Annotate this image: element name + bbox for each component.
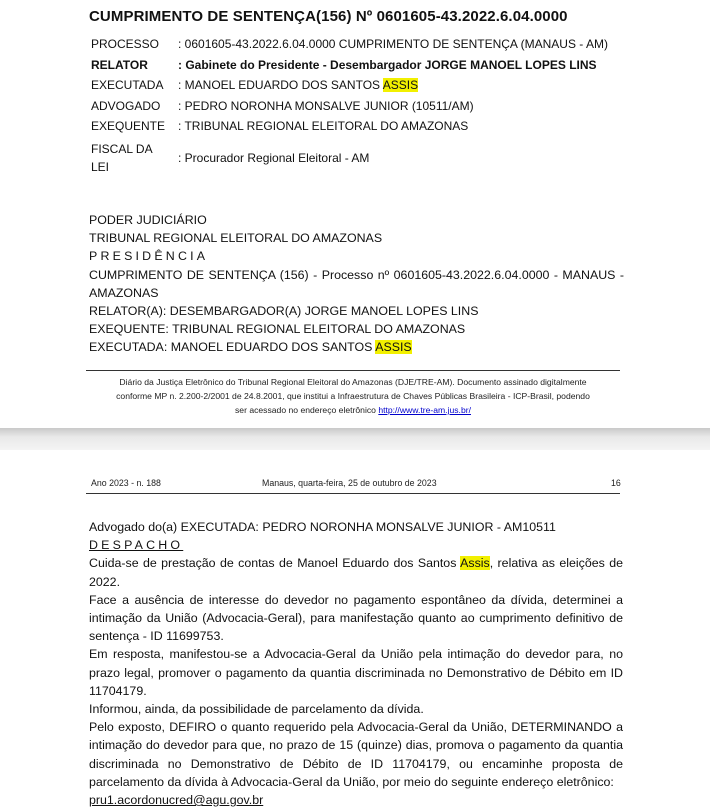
meta-row-exequente: [91, 116, 608, 137]
paragraph: Em resposta, manifestou-se a Advocacia-Geral da União pela intimação do devedor para, no prazo legal, promover o pagamento da quantia discriminada no Demonstrativo de Débito em ID 11704179.: [89, 647, 623, 698]
paragraph: [89, 554, 623, 590]
case-line-cont: AMAZONAS: [89, 285, 159, 300]
meta-value: : Gabinete do Presidente - Desembargador JORGE MANOEL LOPES LINS: [178, 57, 597, 72]
case-line: CUMPRIMENTO DE SENTENÇA (156) - Processo nº 0601605-43.2022.6.04.0000 - MANAUS -: [89, 267, 624, 282]
court-branch: PODER JUDICIÁRIO: [89, 213, 207, 227]
page-separator: [0, 428, 710, 450]
meta-value: [178, 75, 608, 96]
paragraph-text: Cuida-se de prestação de contas de Manoel Eduardo dos Santos: [89, 556, 461, 571]
edition-date: Manaus, quarta-feira, 25 de outubro de 2023: [262, 478, 437, 488]
meta-row-relator: [91, 55, 608, 76]
paragraph-text: , relativa as eleições de 2022.: [89, 556, 623, 589]
despacho-heading: DESPACHO: [89, 538, 184, 553]
meta-label: [91, 137, 178, 179]
exequente-line: EXEQUENTE: TRIBUNAL REGIONAL ELEITORAL DO AMAZONAS: [89, 322, 466, 337]
edition-label: Ano 2023 - n. 188: [91, 478, 161, 488]
meta-label: RELATOR: [91, 57, 148, 72]
meta-label: ADVOGADO: [91, 98, 161, 113]
advogado-line: Advogado do(a) EXECUTADA: PEDRO NORONHA MONSALVE JUNIOR - AM10511: [89, 520, 556, 534]
meta-label: PROCESSO: [91, 37, 160, 52]
executada-text: EXECUTADA: MANOEL EDUARDO DOS SANTOS: [89, 340, 376, 355]
court-name: TRIBUNAL REGIONAL ELEITORAL DO AMAZONAS: [89, 231, 383, 246]
decision-header: [89, 211, 624, 357]
meta-row-advogado: [91, 96, 608, 117]
page-2: [0, 450, 710, 811]
meta-value: : TRIBUNAL REGIONAL ELEITORAL DO AMAZONAS: [178, 119, 469, 134]
paragraph: Informou, ainda, da possibilidade de parcelamento da dívida.: [89, 702, 424, 717]
meta-row-processo: [91, 34, 608, 55]
highlighted-name: ASSIS: [375, 340, 412, 355]
relator-line: RELATOR(A): DESEMBARGADOR(A) JORGE MANOEL LOPES LINS: [89, 304, 479, 319]
highlighted-name: ASSIS: [382, 78, 419, 93]
meta-value: : Procurador Regional Eleitoral - AM: [178, 150, 370, 165]
meta-label-line: LEI: [91, 159, 110, 174]
footer-text: ser acessado no endereço eletrônico: [235, 405, 379, 415]
presidencia-heading: PRESIDÊNCIA: [89, 249, 209, 264]
page-footer: [86, 375, 620, 417]
meta-label: EXEQUENTE: [91, 119, 166, 134]
email-link[interactable]: pru1.acordonucred@agu.gov.br: [89, 793, 264, 808]
footer-line: [86, 403, 620, 417]
executada-line: [89, 338, 624, 356]
meta-row-fiscal: [91, 137, 608, 179]
footer-line: Diário da Justiça Eletrônico do Tribunal Regional Eleitoral do Amazonas (DJE/TRE-AM). Documento assinado digitalmente: [119, 377, 587, 387]
document-title: CUMPRIMENTO DE SENTENÇA(156) Nº 0601605-43.2022.6.04.0000: [89, 8, 568, 25]
header-divider: [86, 493, 620, 494]
email-line: [89, 791, 623, 809]
tre-am-link[interactable]: http://www.tre-am.jus.br/: [378, 405, 471, 415]
meta-value: : 0601605-43.2022.6.04.0000 CUMPRIMENTO DE SENTENÇA (MANAUS - AM): [178, 37, 608, 52]
highlighted-name: Assis: [460, 556, 490, 571]
paragraph: Pelo exposto, DEFIRO o quanto requerido pela Advocacia-Geral da União, DETERMINANDO a intimação do devedor para que, no prazo de 15 (quinze) dias, promova o pagamento da quantia discriminada no Demonstrativo de Débito de ID 11704179, ou encaminhe proposta de parcelamento da dívida à Advocacia-Geral da União, por meio do seguinte endereço eletrônico:: [89, 720, 623, 789]
meta-label: EXECUTADA: [91, 78, 164, 93]
page-number: 16: [611, 478, 621, 488]
paragraph: Face a ausência de interesse do devedor no pagamento espontâneo da dívida, determinei a intimação da União (Advocacia-Geral), para manifestação quanto ao cumprimento definitivo de sentença - ID 11699753.: [89, 592, 623, 644]
meta-value-text: : MANOEL EDUARDO DOS SANTOS: [178, 78, 383, 93]
meta-value: : PEDRO NORONHA MONSALVE JUNIOR (10511/AM): [178, 98, 474, 113]
process-metadata-table: [91, 34, 608, 179]
despacho-body: [89, 518, 623, 809]
meta-label-line: FISCAL DA: [91, 141, 153, 156]
meta-row-executada: [91, 75, 608, 96]
footer-divider: [86, 370, 620, 371]
footer-line: conforme MP n. 2.200-2/2001 de 24.8.2001, que institui a Infraestrutura de Chaves Públicas Brasileira - ICP-Brasil, podendo: [116, 391, 590, 401]
